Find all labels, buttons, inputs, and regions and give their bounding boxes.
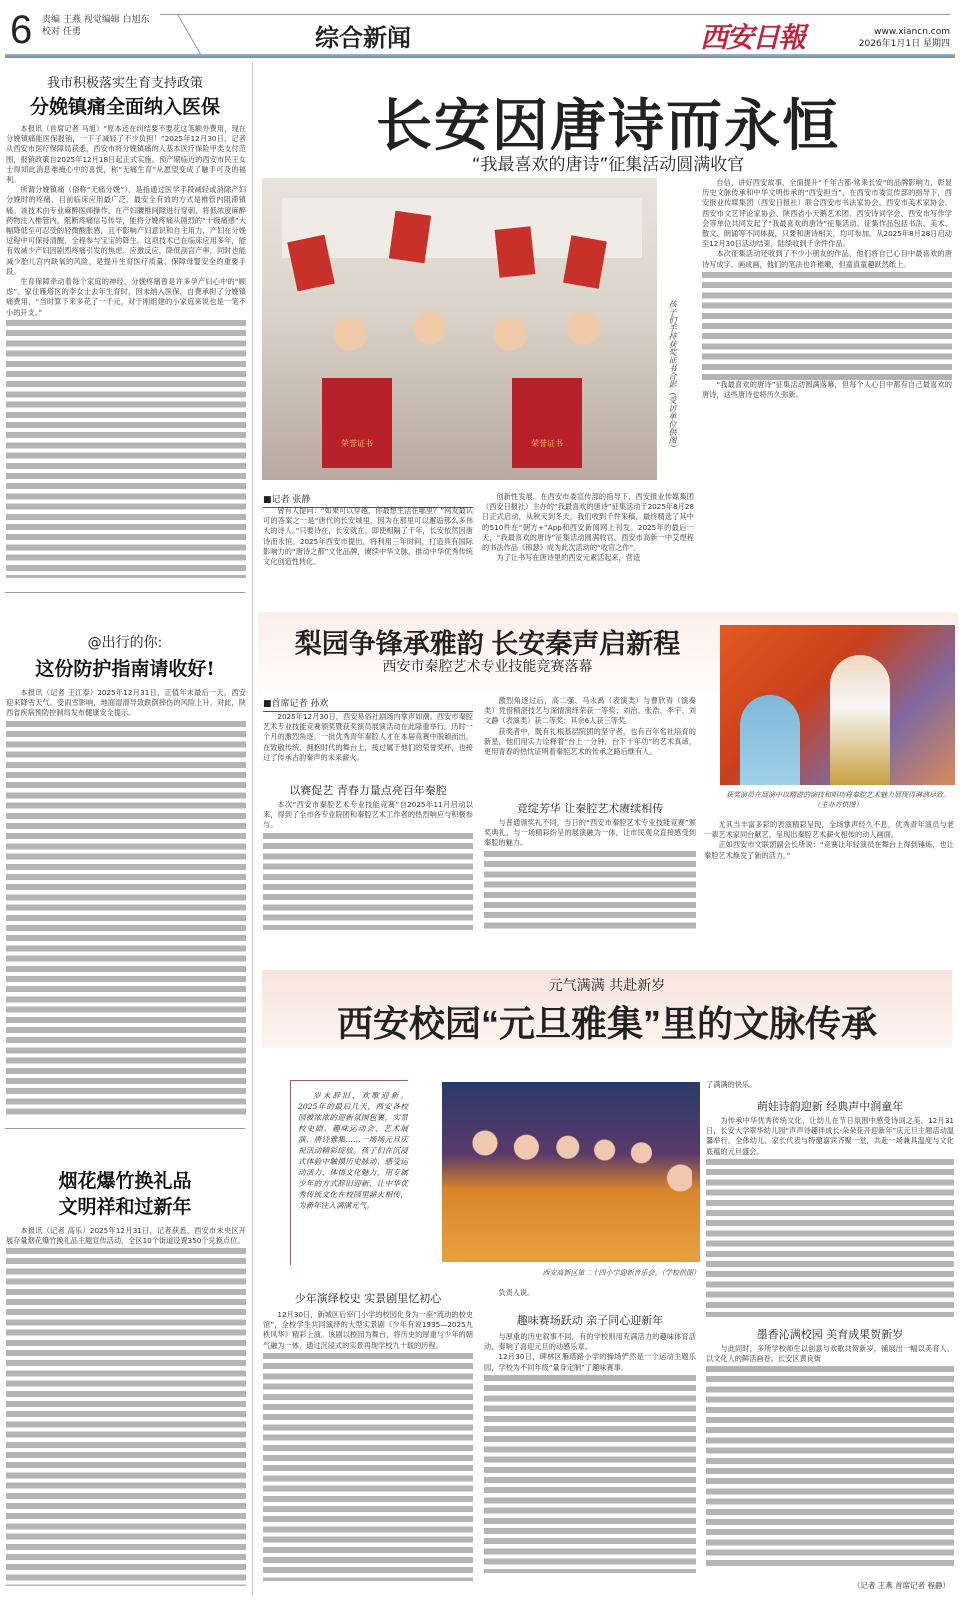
feature2-subhead2: 竞绽芳华 让秦腔艺术赓续相传 xyxy=(516,802,664,815)
paragraph: 本次“西安市秦腔艺术专业技能竞赛”自2025年11月启动以来，得到了全市各专业院团和秦腔艺术工作者的热烈响应与积极参与。 xyxy=(263,800,473,830)
feature2-subtitle: 西安市秦腔艺术专业技能竞赛落幕 xyxy=(382,659,593,675)
paragraph: 为传承中华优秀传统文化，让幼儿在节日氛围中感受诗词之美，12月31日，长安大学翠华幼儿园“声声诗趣伴成长·朵朵花开迎新年”庆元旦主题活动温馨举行。全体幼儿、家长代表与特邀嘉宾齐聚一堂，共赴一场兼具温度与文化底蕴的元旦盛会。 xyxy=(706,1116,954,1156)
certificate-large: 荣誉证书 xyxy=(512,378,582,468)
certificate-large: 荣誉证书 xyxy=(322,378,392,468)
text-lines xyxy=(6,719,246,1118)
newspaper-logo: 西安日報 xyxy=(700,21,805,54)
opera-performer xyxy=(740,695,800,785)
paragraph: 2025年12月30日，西安易俗社剧场内掌声如潮。西安市秦腔艺术专业技能竞赛颁奖暨获奖演员展演活动在此隆重举行。历时一个月的激烈角逐，一批优秀青年秦腔人才在本届竞赛中脱颖而出，在致敬传统、拥抱时代的舞台上，接过属于他们的荣誉奖杯，也接过了传承古韵秦声的未来薪火。 xyxy=(263,712,473,762)
feature3-col1 xyxy=(263,1310,473,1595)
paragraph: 本次征集活动还收到了不少小朋友的作品，他们将自己心目中最喜欢的唐诗写成字、画成画，他们的笔法也许稚嫩，但童真童趣跃然纸上。 xyxy=(702,249,952,269)
feature3-photo-caption: 西安高新区第二十四小学迎新音乐会。（学校供图） xyxy=(542,1269,700,1277)
feature3-subhead2: 趣味赛场跃动 亲子同心迎新年 xyxy=(516,1314,664,1327)
paragraph: 与普通颁奖礼不同，当日的“西安市秦腔艺术专业技能竞赛”颁奖典礼，与一场精彩纷呈的展演融为一体，让市民观众直接感受到秦腔的魅力。 xyxy=(484,818,696,848)
section-title: 综合新闻 xyxy=(315,25,411,52)
title-line: 烟花爆竹换礼品 xyxy=(58,1170,192,1192)
feature3-col3-top xyxy=(706,1080,954,1092)
text-lines xyxy=(702,270,952,380)
dancers xyxy=(462,1122,692,1262)
divider xyxy=(5,592,245,593)
feature2-col3 xyxy=(704,820,954,930)
divider xyxy=(5,1128,245,1129)
text-lines xyxy=(484,1373,696,1573)
paragraph: 创新性发展。在西安市委宣传部的指导下，西安报业传媒集团（西安日报社）主办的“我最喜欢的唐诗”征集活动于2025年8月28日正式启动，从秋天到冬天，我们收到千件来稿，最终精选了其中的510件在“朝方+”App和西安新闻网上刊发。2025年的最后一天，“我最喜欢的唐诗”征集活动圆满收官，西安市高新一中艾煜程的书法作品《锦瑟》成为此次活动的“收官之作”。 xyxy=(482,492,694,553)
feature3-col3b xyxy=(706,1116,954,1321)
issue-date: 2026年1月1日 星期四 xyxy=(858,39,950,49)
header-top-rule xyxy=(160,14,950,15)
article1-title: 分娩镇痛全面纳入医保 xyxy=(29,96,220,118)
text-lines xyxy=(6,318,246,578)
paragraph: 尤其当丰富多彩的表演精彩呈现，全场掌声经久不息，优秀青年演员与老一辈艺术家同台献艺，呈现出秦腔艺术薪火相传的动人画面。 xyxy=(704,820,954,840)
feature1-subtitle: “我最喜欢的唐诗”征集活动圆满收官 xyxy=(471,155,745,175)
article2-kicker: @出行的你: xyxy=(87,635,163,651)
text-lines xyxy=(263,1351,473,1581)
paragraph: 激烈角逐过后，高二强、马永禹（表演类）与曹欣青（演奏类）凭借精湛技艺与深情演绎荣获一等奖；刘治、张浩、李宇、刘文静（表演类）获二等奖；其余6人获三等奖。 xyxy=(484,696,696,726)
feature3-col2-top xyxy=(484,1288,696,1302)
paragraph: 为了让书写在唐诗里的西安元素活起来，营造 xyxy=(496,553,641,563)
article1-kicker: 我市积极落实生育支持政策 xyxy=(46,76,203,91)
site-url[interactable]: www.xiancn.com xyxy=(874,27,950,37)
title-line: 文明祥和过新年 xyxy=(58,1196,192,1218)
feature3-subhead3: 萌娃诗韵迎新 经典声中润童年 xyxy=(756,1100,904,1113)
text-lines xyxy=(484,849,696,929)
certificate-icon xyxy=(495,226,536,278)
paragraph: 所谓分娩镇痛（俗称“无痛分娩”），是指通过医学手段减轻或消除产妇分娩时的疼痛，目前临床应用最广泛、最安全有效的方式是椎管内阻滞镇痛。该技术由专业麻醉医师操作，在产妇腰椎间隙进行穿刺，将低浓度麻醉药物注入椎管内，阻断疼痛信号传导，能将分娩疼痛从剧烈的“十级痛感”大幅降低至可忍受的轻微酸胀感，且不影响产妇意识和自主用力，产妇在分娩过程中可保持清醒，全程参与宝宝的降生。这项技术已在临床应用多年，能有效减少产妇因剧烈疼痛引发的焦虑、应激反应，降低剖宫产率，同时也能减少胎儿宫内缺氧的风险，是提升生育医疗质量、保障母婴安全的重要手段。 xyxy=(6,185,246,276)
paragraph: 12月30日，碑林区雁塔路小学的操场俨然是一个运动主题乐园，学校为不同年级“量身定制”了趣味赛事。 xyxy=(484,1352,696,1372)
feature2-photo xyxy=(720,625,955,785)
paragraph: 获奖者中，既有扎根基层院团的坚守者，也有百年名社培育的新星，他们用实力诠释着“台上一分钟，台下十年功”的艺术真谛，更用青春的热忱证明着秦腔艺术的传承之路后继有人。 xyxy=(484,726,696,757)
feature1-byline: ■记者 张静 xyxy=(263,492,473,508)
feature3-col3c xyxy=(706,1344,954,1576)
feature3-intro: 岁末辞旧，欢歌迎新。2025年的最后几天，西安各校园被浓浓的迎新氛围包裹，实景校史剧、趣味运动会、艺术展演、唐诗雅集……一场场元旦庆祝活动精彩绽放。孩子们在沉浸式体验中触摸历史脉动、感受运动活力、体悟文化魅力，用专属少年的方式辞旧迎新，让中华优秀传统文化在校园里薪火相传，为新年注入满满元气。 xyxy=(298,1091,408,1210)
feature3-col2 xyxy=(484,1332,696,1595)
page-number: 6 xyxy=(10,8,33,52)
paragraph: 自信，讲好西安故事，全面提升“千年古都·常来长安”的品牌影响力，彰显历史文脉传承和中华文明传承的“西安担当”，在西安市委宣传部的指导下，西安报业传媒集团（西安日报社）联合西安市书法家协会、西安市美术家协会、西安市文艺评论家协会、陕西省小天鹅艺术团、西安诗词学会、西安市写作学会等单位共同发起了“我最喜欢的唐诗”征集活动。征集作品包括书法、美术、散文、朗诵等不同体裁，只要和唐诗相关，均可参加。从2025年8月28日启动至12月30日活动结束，陆续收到千余件作品。 xyxy=(702,178,952,249)
proofreader-line: 校对 任勇 xyxy=(42,27,81,37)
column-divider xyxy=(252,62,253,1597)
feature2-title: 梨园争锋承雅韵 长安秦声启新程 xyxy=(294,629,681,659)
paragraph: 本报讯（首席记者 马旭）“原本还在纠结要不要花这笔额外费用，现在分娩镇痛能医保报销，一下子减轻了不少负担！”2025年12月30日，记者从西安市医疗保障局获悉，西安市将分娩镇痛的人基本医疗保险甲类支付范围，报销政策自2025年12月18日起正式实施。预产期临近的西安市民王女士得知此消息难掩心中的喜悦，称“无痛生育”从愿望变成了触手可及的福利。 xyxy=(6,124,246,185)
feature2-col2 xyxy=(484,696,696,796)
header-rule xyxy=(5,54,955,58)
article3-body xyxy=(6,1226,246,1596)
paragraph: 12月30日，新城区后宰门小学的校园化身为一座“流动的校史馆”，全校学生共同演绎的大型实景剧《少年有说1935—2025九秩风华》精彩上演。该剧以校园为舞台，将历史的厚重与少年的朝气融为一体，通过沉浸式的实景再现学校九十载的历程。 xyxy=(263,1310,473,1350)
text-lines xyxy=(6,1246,246,1586)
feature2-byline: ■首席记者 孙欢 xyxy=(263,696,473,712)
feature1-title: 长安因唐诗而永恒 xyxy=(376,94,840,157)
paragraph: 生育保障牵动着每个家庭的神经，分娩疼痛曾是许多孕产妇心中的“顾虑”。家住雁塔区的李女士去年生育时，因未纳入医保，自费承担了分娩镇痛费用，“当时算下来多花了一千元，对于刚组建的小家庭来说也是一笔不小的开支。” xyxy=(6,277,246,317)
feature1-photo xyxy=(262,178,657,480)
paragraph: 本报讯（记者 高乐）2025年12月31日，记者获悉，西安市未央区开展存量烟花爆竹换礼品主题宣传活动，全区10个街道设置350个兑换点位。 xyxy=(6,1226,246,1246)
feature2-col1 xyxy=(263,712,473,774)
feature1-col1 xyxy=(263,506,473,592)
feature3-signature: （记者 王燕 首席记者 程静） xyxy=(852,1581,950,1590)
feature3-subhead4: 墨香沁满校园 美育成果贺新岁 xyxy=(756,1328,904,1341)
feature3-subhead1: 少年演绎校史 实景剧里忆初心 xyxy=(294,1292,442,1305)
article3-title xyxy=(5,1168,245,1220)
paragraph: 与厚重的历史叙事不同，有的学校则用充满活力的趣味体育活动，奏响了喜迎元旦的动感乐章。 xyxy=(484,1332,696,1352)
text-lines xyxy=(263,831,473,930)
text-lines xyxy=(706,1157,954,1317)
feature1-col2 xyxy=(482,492,694,592)
paragraph: “我最喜欢的唐诗”征集活动圆满落幕，但每个人心目中都有自己最喜欢的唐诗，这些唐诗也将历久弥新。 xyxy=(702,379,952,400)
article2-body xyxy=(6,688,246,1118)
paragraph: 本报讯（记者 王江泰）2025年12月31日，正值年末最后一天，西安迎来降雪天气。受雨雪影响，地面湿滑导致跌倒摔伤的风险上升。对此，陕西省疾病预防控制局发布健康安全提示。 xyxy=(6,688,246,718)
feature1-col3 xyxy=(702,178,952,590)
paragraph: 曾有人提问：“如果可以穿越，你最想生活在哪里？”网友最认可的答案之一是“唐代的长安城里，因为在那里可以邂逅那么多伟大的诗人。”只要诗在，长安就在。即使相隔了千年，长安依然因唐诗而永恒。2025年西安市提出，将利用三年时间，打造具有国际影响力的“唐诗之都”文化品牌，赓续中华文脉，推动中华优秀传统文化创造性转化、 xyxy=(263,506,473,567)
feature2-photo-caption: 获奖演员在展演中以精湛的演技和唱功将秦腔艺术魅力展现得淋漓尽致。（主办方供图） xyxy=(726,791,950,809)
paragraph: 正如西安市文联团副会长所说：“竞赛让年轻演员在舞台上得到锤炼，也让秦腔艺术焕发了新的活力。” xyxy=(704,840,954,860)
header-meta xyxy=(838,26,950,50)
editors-line: 责编 王燕 视觉编辑 白旭东 xyxy=(42,15,150,25)
feature3-title: 西安校园“元旦雅集”里的文脉传承 xyxy=(336,1003,877,1044)
article1-body xyxy=(6,124,246,584)
text-lines xyxy=(706,1364,954,1569)
certificate-icon xyxy=(389,211,431,264)
feature2-col2b xyxy=(484,818,696,930)
feature1-photo-caption: 孩子们手持获奖证书合影（受访单位供图） xyxy=(668,300,677,452)
feature2-subhead1: 以赛促艺 青春力量点亮百年秦腔 xyxy=(289,784,447,797)
certificate-icon xyxy=(563,235,607,289)
feature3-photo xyxy=(442,1082,700,1262)
paragraph: 与此同时，多所学校师生以创意与欢歌共贺新岁，铺展出一幅以美育人、以文化人的鲜活画卷。长安区黄良街 xyxy=(706,1344,954,1364)
paragraph: 负责人说。 xyxy=(498,1288,535,1297)
feature2-col1b xyxy=(263,800,473,930)
feature3-kicker: 元气满满 共赴新岁 xyxy=(548,978,666,994)
opera-performer xyxy=(830,655,890,785)
paragraph: 了满满的快乐。 xyxy=(706,1080,757,1089)
article2-title: 这份防护指南请收好! xyxy=(35,658,215,680)
